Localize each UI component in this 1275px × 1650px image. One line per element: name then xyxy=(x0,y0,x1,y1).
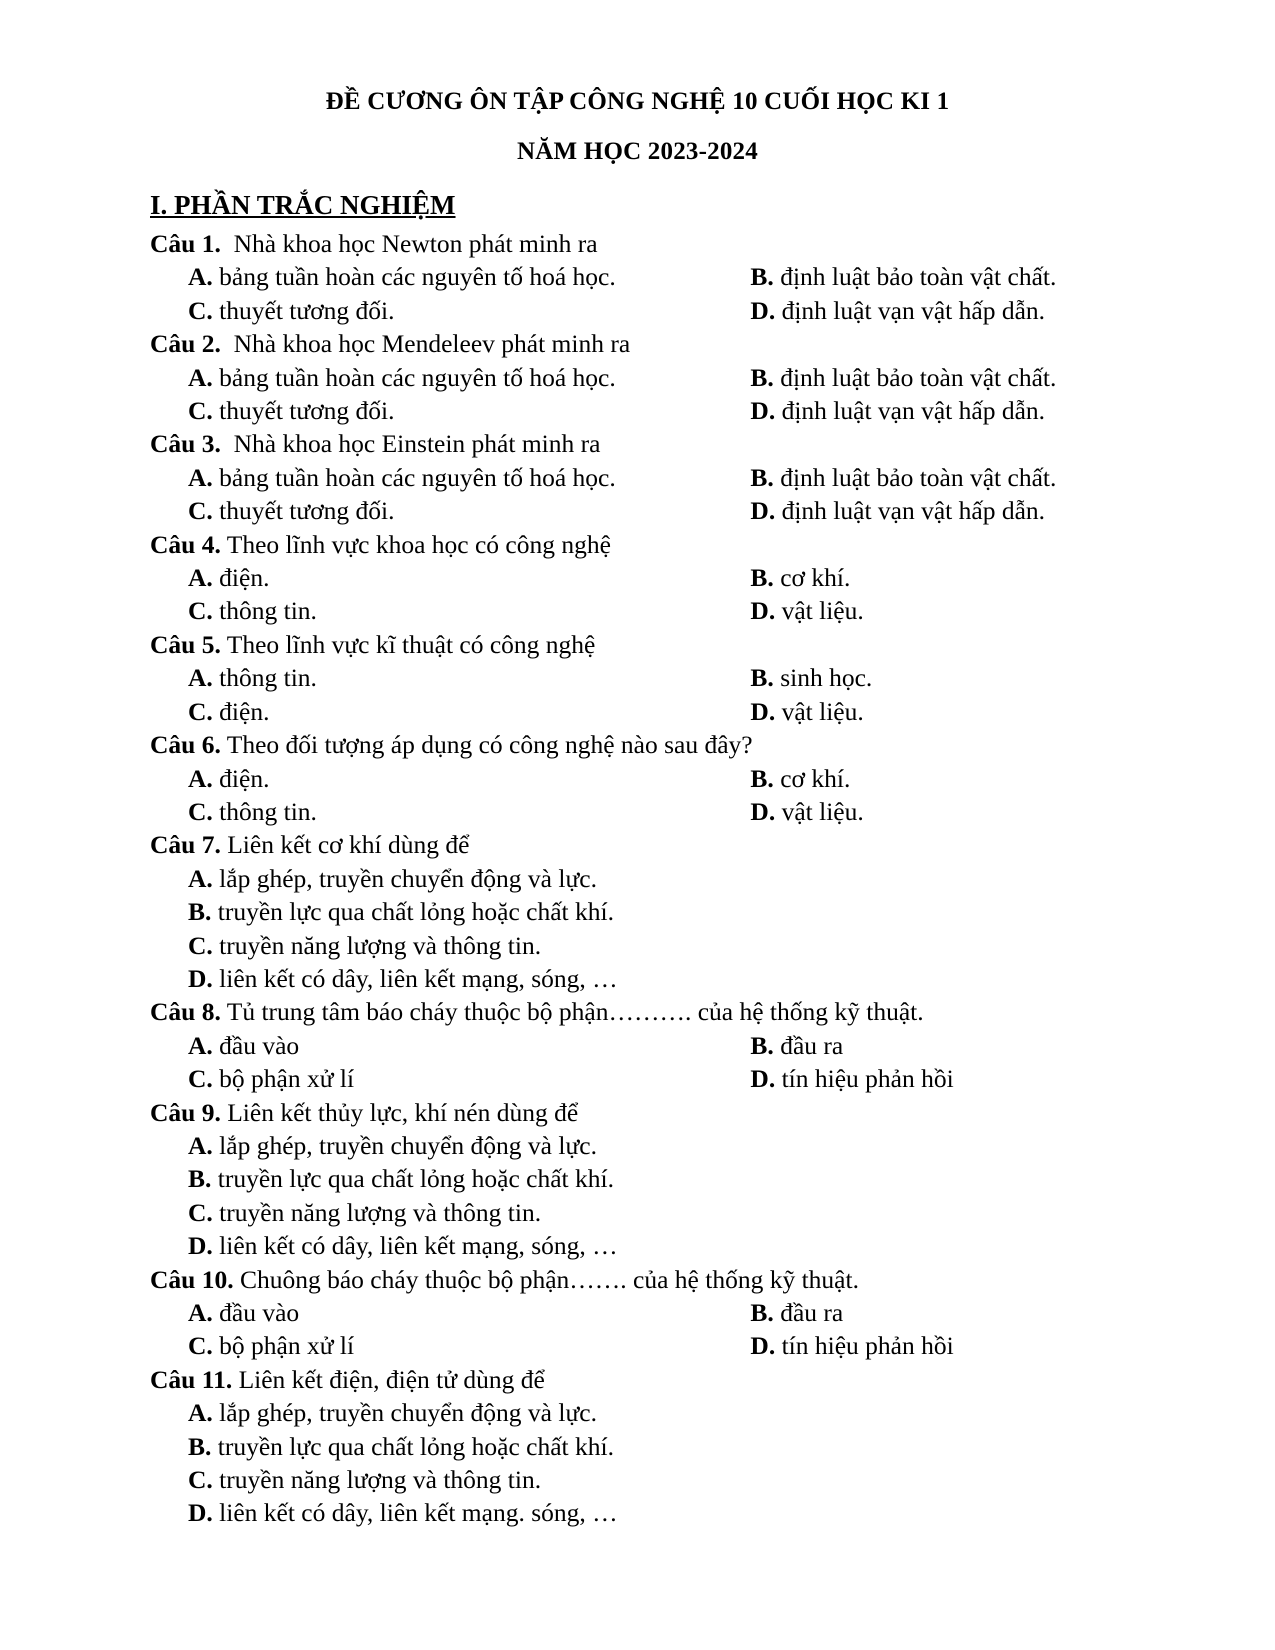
option-row xyxy=(150,260,1150,293)
answer-option xyxy=(150,895,1150,928)
option-text: điện. xyxy=(212,696,270,726)
option-text: điện. xyxy=(212,763,270,793)
option-label: C. xyxy=(188,596,213,626)
option-text: truyền năng lượng và thông tin. xyxy=(212,1197,542,1227)
question-block xyxy=(150,628,1150,728)
question-block xyxy=(150,1363,1150,1530)
question-block xyxy=(150,995,1150,1095)
option-label: B. xyxy=(750,462,774,492)
option-text: sinh học. xyxy=(773,663,873,693)
option-row xyxy=(150,1029,1150,1062)
option-text: thuyết tương đối. xyxy=(212,496,395,526)
question-text: Theo đối tượng áp dụng có công nghệ nào sau đây? xyxy=(220,730,753,760)
option-label: C. xyxy=(188,930,213,960)
option-text: định luật vạn vật hấp dẫn. xyxy=(775,496,1046,526)
option-label: C. xyxy=(188,1197,213,1227)
question-text: Liên kết cơ khí dùng để xyxy=(220,830,470,860)
option-label: D. xyxy=(750,396,776,426)
question-block xyxy=(150,227,1150,327)
option-label: D. xyxy=(750,596,776,626)
answer-option xyxy=(750,1029,1150,1062)
question-number: Câu 7. xyxy=(150,830,221,860)
answer-option xyxy=(188,294,750,327)
answer-option xyxy=(750,394,1150,427)
option-text: định luật bảo toàn vật chất. xyxy=(773,362,1057,392)
answer-option xyxy=(150,962,1150,995)
option-row xyxy=(150,361,1150,394)
option-text: tín hiệu phản hồi xyxy=(775,1064,954,1094)
answer-option xyxy=(188,394,750,427)
answer-option xyxy=(188,494,750,527)
answer-option xyxy=(188,1062,750,1095)
option-label: B. xyxy=(188,897,212,927)
answer-option xyxy=(150,929,1150,962)
option-row xyxy=(150,762,1150,795)
option-text: lắp ghép, truyền chuyển động và lực. xyxy=(212,1398,597,1428)
option-text: đầu vào xyxy=(212,1030,300,1060)
option-label: A. xyxy=(188,1130,213,1160)
answer-option xyxy=(750,762,1150,795)
option-text: bảng tuần hoàn các nguyên tố hoá học. xyxy=(212,362,616,392)
option-row xyxy=(150,1329,1150,1362)
answer-option xyxy=(750,594,1150,627)
option-text: thuyết tương đối. xyxy=(212,396,395,426)
option-label: B. xyxy=(750,1030,774,1060)
option-label: D. xyxy=(750,796,776,826)
answer-option xyxy=(188,795,750,828)
question-stem xyxy=(150,1263,1150,1296)
option-row xyxy=(150,1062,1150,1095)
option-text: vật liệu. xyxy=(775,596,864,626)
answer-option xyxy=(750,1296,1150,1329)
option-text: thông tin. xyxy=(212,663,317,693)
question-text: Nhà khoa học Mendeleev phát minh ra xyxy=(220,329,631,359)
option-text: thuyết tương đối. xyxy=(212,295,395,325)
question-block xyxy=(150,327,1150,427)
option-label: A. xyxy=(188,362,213,392)
question-text: Chuông báo cháy thuộc bộ phận……. của hệ thống kỹ thuật. xyxy=(233,1264,859,1294)
option-text: điện. xyxy=(212,563,270,593)
question-stem xyxy=(150,327,1150,360)
option-row xyxy=(150,294,1150,327)
answer-option xyxy=(150,1129,1150,1162)
answer-option xyxy=(188,260,750,293)
option-label: A. xyxy=(188,763,213,793)
question-number: Câu 9. xyxy=(150,1097,221,1127)
answer-option xyxy=(750,795,1150,828)
option-label: B. xyxy=(750,563,774,593)
option-label: A. xyxy=(188,262,213,292)
question-text: Nhà khoa học Einstein phát minh ra xyxy=(220,429,601,459)
option-text: lắp ghép, truyền chuyển động và lực. xyxy=(212,1130,597,1160)
question-block xyxy=(150,1263,1150,1363)
option-label: A. xyxy=(188,1030,213,1060)
option-text: định luật vạn vật hấp dẫn. xyxy=(775,295,1046,325)
answer-option xyxy=(750,661,1150,694)
question-text: Liên kết điện, điện tử dùng để xyxy=(232,1364,545,1394)
question-stem xyxy=(150,1363,1150,1396)
question-stem xyxy=(150,1096,1150,1129)
question-number: Câu 4. xyxy=(150,529,221,559)
option-text: vật liệu. xyxy=(775,796,864,826)
option-text: thông tin. xyxy=(212,796,317,826)
question-text: Nhà khoa học Newton phát minh ra xyxy=(220,229,598,258)
question-text: Theo lĩnh vực khoa học có công nghệ xyxy=(220,529,611,559)
option-label: C. xyxy=(188,696,213,726)
answer-option xyxy=(188,1329,750,1362)
option-text: đầu vào xyxy=(212,1298,300,1327)
option-text: cơ khí. xyxy=(773,563,851,593)
option-label: D. xyxy=(188,1498,213,1528)
option-label: B. xyxy=(750,763,774,793)
question-text: Liên kết thủy lực, khí nén dùng để xyxy=(220,1097,579,1127)
answer-option xyxy=(750,695,1150,728)
option-text: đầu ra xyxy=(773,1298,844,1327)
school-year-title: NĂM HỌC 2023-2024 xyxy=(517,138,758,165)
option-row xyxy=(150,461,1150,494)
option-text: lắp ghép, truyền chuyển động và lực. xyxy=(212,863,597,893)
answer-option xyxy=(188,461,750,494)
question-block xyxy=(150,1096,1150,1263)
option-label: A. xyxy=(188,1298,213,1327)
question-stem xyxy=(150,427,1150,460)
option-label: B. xyxy=(750,262,774,292)
answer-option xyxy=(188,561,750,594)
option-text: bảng tuần hoàn các nguyên tố hoá học. xyxy=(212,462,616,492)
answer-option xyxy=(750,260,1150,293)
option-row xyxy=(150,394,1150,427)
question-stem xyxy=(150,528,1150,561)
answer-option xyxy=(150,1430,1150,1463)
question-number: Câu 11. xyxy=(150,1364,233,1394)
option-label: B. xyxy=(188,1164,212,1194)
question-number: Câu 10. xyxy=(150,1264,234,1294)
question-number: Câu 6. xyxy=(150,730,221,760)
option-text: thông tin. xyxy=(212,596,317,626)
option-label: A. xyxy=(188,863,213,893)
option-text: truyền năng lượng và thông tin. xyxy=(212,1465,542,1495)
option-label: B. xyxy=(750,362,774,392)
answer-option xyxy=(750,294,1150,327)
question-text: Theo lĩnh vực kĩ thuật có công nghệ xyxy=(220,629,596,659)
question-stem xyxy=(150,728,1150,761)
option-text: bộ phận xử lí xyxy=(212,1064,355,1094)
answer-option xyxy=(188,762,750,795)
option-text: định luật vạn vật hấp dẫn. xyxy=(775,396,1046,426)
option-text: bảng tuần hoàn các nguyên tố hoá học. xyxy=(212,262,616,292)
option-label: B. xyxy=(750,663,774,693)
option-label: D. xyxy=(750,295,776,325)
option-row xyxy=(150,561,1150,594)
answer-option xyxy=(188,661,750,694)
option-row xyxy=(150,795,1150,828)
question-block xyxy=(150,427,1150,527)
answer-option xyxy=(188,594,750,627)
question-text: Tủ trung tâm báo cháy thuộc bộ phận………. của hệ thống kỹ thuật. xyxy=(220,997,924,1027)
option-label: D. xyxy=(750,496,776,526)
option-label: C. xyxy=(188,1064,213,1094)
option-text: vật liệu. xyxy=(775,696,864,726)
option-label: C. xyxy=(188,295,213,325)
option-label: C. xyxy=(188,396,213,426)
question-stem xyxy=(150,995,1150,1028)
answer-option xyxy=(150,1396,1150,1429)
option-label: A. xyxy=(188,1398,213,1428)
answer-option xyxy=(750,1329,1150,1362)
option-label: D. xyxy=(750,1064,776,1094)
question-list xyxy=(150,227,1150,1530)
section-heading: I. PHẦN TRẮC NGHIỆM xyxy=(150,190,456,220)
option-text: truyền năng lượng và thông tin. xyxy=(212,930,542,960)
answer-option xyxy=(150,1496,1150,1529)
answer-option xyxy=(188,695,750,728)
answer-option xyxy=(750,561,1150,594)
document-title: ĐỀ CƯƠNG ÔN TẬP CÔNG NGHỆ 10 CUỐI HỌC KI 1 xyxy=(325,88,950,115)
option-row xyxy=(150,594,1150,627)
answer-option xyxy=(188,1029,750,1062)
option-text: đầu ra xyxy=(773,1030,844,1060)
option-text: truyền lực qua chất lỏng hoặc chất khí. xyxy=(211,1431,614,1461)
question-block xyxy=(150,828,1150,995)
question-number: Câu 1. xyxy=(150,229,221,258)
option-label: A. xyxy=(188,462,213,492)
question-stem xyxy=(150,227,1150,260)
answer-option xyxy=(150,1196,1150,1229)
question-stem xyxy=(150,828,1150,861)
option-label: C. xyxy=(188,1331,213,1361)
question-stem xyxy=(150,628,1150,661)
option-label: C. xyxy=(188,496,213,526)
option-text: bộ phận xử lí xyxy=(212,1331,355,1361)
question-number: Câu 3. xyxy=(150,429,221,459)
option-row xyxy=(150,695,1150,728)
answer-option xyxy=(750,361,1150,394)
answer-option xyxy=(150,1229,1150,1262)
option-text: liên kết có dây, liên kết mạng. sóng, … xyxy=(212,1498,618,1528)
answer-option xyxy=(150,862,1150,895)
option-row xyxy=(150,494,1150,527)
question-block xyxy=(150,728,1150,828)
answer-option xyxy=(188,1296,750,1329)
answer-option xyxy=(750,461,1150,494)
option-text: tín hiệu phản hồi xyxy=(775,1331,954,1361)
question-number: Câu 5. xyxy=(150,629,221,659)
question-number: Câu 2. xyxy=(150,329,221,359)
option-text: cơ khí. xyxy=(773,763,851,793)
option-label: D. xyxy=(188,963,213,993)
option-text: liên kết có dây, liên kết mạng, sóng, … xyxy=(212,963,618,993)
answer-option xyxy=(150,1162,1150,1195)
option-text: định luật bảo toàn vật chất. xyxy=(773,462,1057,492)
question-number: Câu 8. xyxy=(150,997,221,1027)
option-row xyxy=(150,661,1150,694)
answer-option xyxy=(750,1062,1150,1095)
answer-option xyxy=(750,494,1150,527)
option-label: B. xyxy=(188,1431,212,1461)
answer-option xyxy=(150,1463,1150,1496)
option-text: liên kết có dây, liên kết mạng, sóng, … xyxy=(212,1231,618,1261)
option-label: B. xyxy=(750,1298,774,1327)
option-label: C. xyxy=(188,796,213,826)
option-text: định luật bảo toàn vật chất. xyxy=(773,262,1057,292)
option-label: D. xyxy=(188,1231,213,1261)
question-block xyxy=(150,528,1150,628)
option-label: A. xyxy=(188,563,213,593)
option-label: D. xyxy=(750,696,776,726)
option-row xyxy=(150,1296,1150,1329)
option-text: truyền lực qua chất lỏng hoặc chất khí. xyxy=(211,1164,614,1194)
option-label: A. xyxy=(188,663,213,693)
option-text: truyền lực qua chất lỏng hoặc chất khí. xyxy=(211,897,614,927)
option-label: C. xyxy=(188,1465,213,1495)
answer-option xyxy=(188,361,750,394)
option-label: D. xyxy=(750,1331,776,1361)
